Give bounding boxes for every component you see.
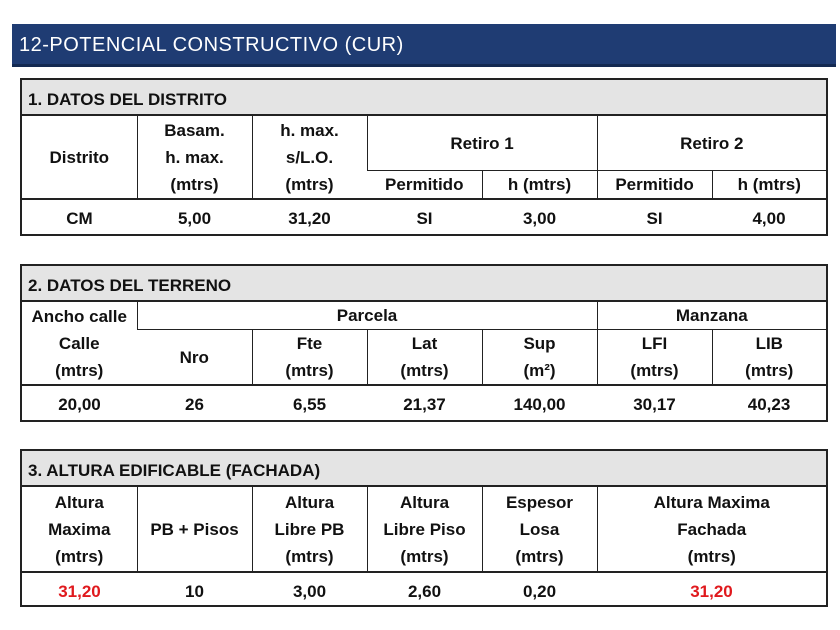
value-r2-h: 4,00 <box>712 199 826 236</box>
value-libre-piso: 2,60 <box>367 572 482 609</box>
header-fachada: Altura Maxima Fachada (mtrs) <box>597 487 826 572</box>
value-nro: 26 <box>137 385 252 422</box>
value-r2-permitido: SI <box>597 199 712 236</box>
header-lib: LIB (mtrs) <box>712 330 826 386</box>
header-libre-piso: Altura Libre Piso (mtrs) <box>367 487 482 572</box>
header-espesor: Espesor Losa (mtrs) <box>482 487 597 572</box>
terreno-section <box>20 264 828 422</box>
value-fte: 6,55 <box>252 385 367 422</box>
header-nro: Nro <box>137 330 252 386</box>
value-altura-maxima: 31,20 <box>22 572 137 609</box>
header-libre-pb: Altura Libre PB (mtrs) <box>252 487 367 572</box>
header-manzana: Manzana <box>597 302 826 330</box>
page-title: 12-POTENCIAL CONSTRUCTIVO (CUR) <box>12 24 836 67</box>
header-sup: Sup (m²) <box>482 330 597 386</box>
header-basam: Basam. h. max. (mtrs) <box>137 116 252 199</box>
value-distrito: CM <box>22 199 137 236</box>
altura-table <box>22 487 826 609</box>
value-ancho: 20,00 <box>22 385 137 422</box>
header-altura-maxima: Altura Maxima (mtrs) <box>48 492 111 566</box>
header-r1-permitido: Permitido <box>367 171 482 200</box>
header-distrito: Distrito <box>49 147 109 167</box>
altura-section <box>20 449 828 607</box>
header-fte: Fte (mtrs) <box>252 330 367 386</box>
header-ancho: Ancho calle Calle (mtrs) <box>31 306 127 380</box>
header-parcela: Parcela <box>137 302 597 330</box>
header-lfi: LFI (mtrs) <box>597 330 712 386</box>
altura-title: 3. ALTURA EDIFICABLE (FACHADA) <box>22 451 826 487</box>
header-lat: Lat (mtrs) <box>367 330 482 386</box>
value-r1-permitido: SI <box>367 199 482 236</box>
value-pb-pisos: 10 <box>137 572 252 609</box>
distrito-table <box>22 116 826 236</box>
value-fachada: 31,20 <box>597 572 826 609</box>
value-libre-pb: 3,00 <box>252 572 367 609</box>
header-hmax: h. max. s/L.O. (mtrs) <box>252 116 367 199</box>
header-r2-permitido: Permitido <box>597 171 712 200</box>
header-pb-pisos: PB + Pisos <box>137 487 252 572</box>
value-espesor: 0,20 <box>482 572 597 609</box>
distrito-title: 1. DATOS DEL DISTRITO <box>22 80 826 116</box>
header-r2-h: h (mtrs) <box>712 171 826 200</box>
terreno-table <box>22 302 826 422</box>
distrito-section <box>20 78 828 236</box>
value-lib: 40,23 <box>712 385 826 422</box>
value-r1-h: 3,00 <box>482 199 597 236</box>
header-r1-h: h (mtrs) <box>482 171 597 200</box>
value-sup: 140,00 <box>482 385 597 422</box>
value-hmax: 31,20 <box>252 199 367 236</box>
value-lat: 21,37 <box>367 385 482 422</box>
terreno-title: 2. DATOS DEL TERRENO <box>22 266 826 302</box>
header-retiro2: Retiro 2 <box>597 116 826 171</box>
value-basam: 5,00 <box>137 199 252 236</box>
value-lfi: 30,17 <box>597 385 712 422</box>
header-retiro1: Retiro 1 <box>367 116 597 171</box>
